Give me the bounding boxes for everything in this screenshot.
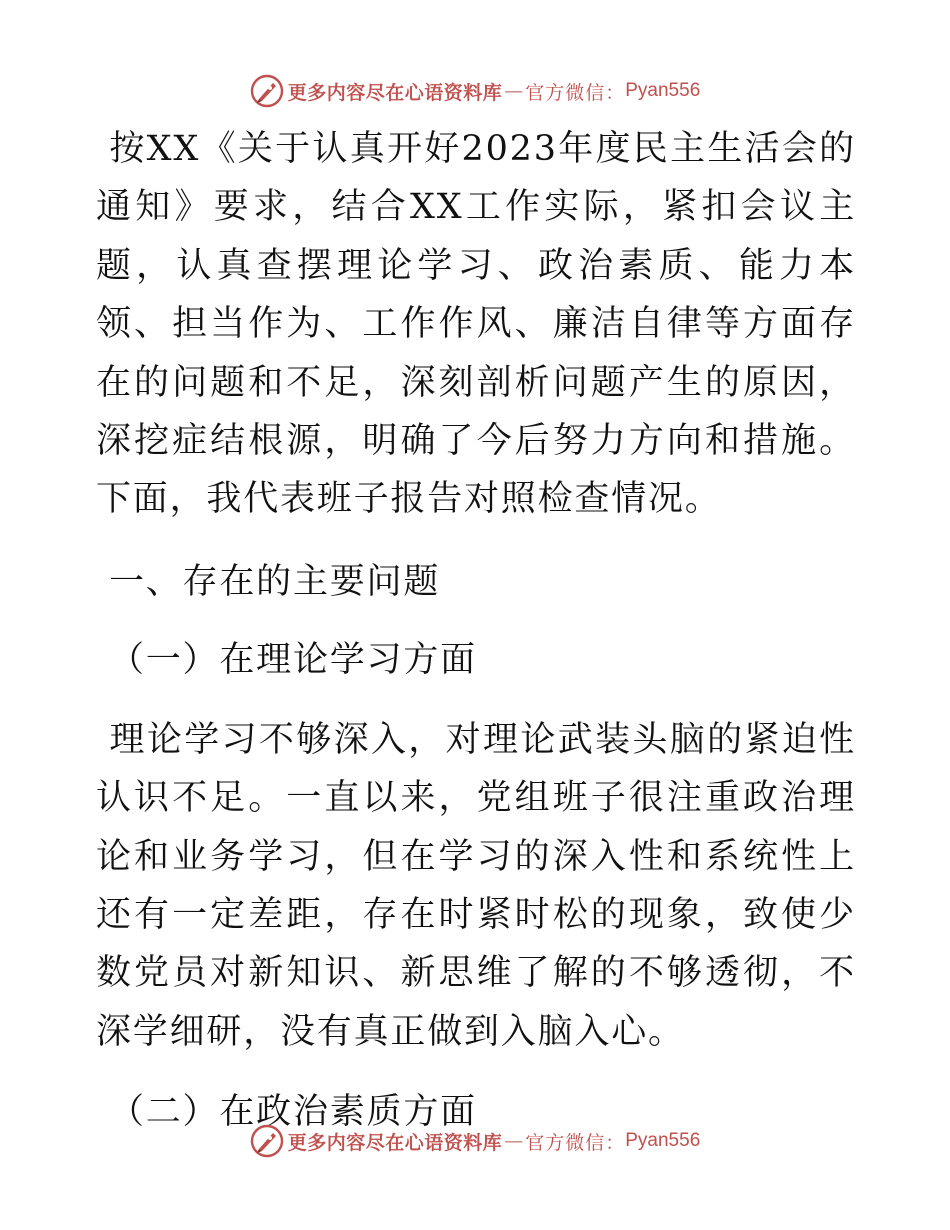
document-body bbox=[96, 120, 856, 1141]
pen-logo-icon bbox=[250, 1124, 284, 1158]
watermark-brand: 更多内容尽在心语资料库 bbox=[287, 81, 503, 104]
watermark-official-label: 官方微信： bbox=[525, 81, 626, 104]
watermark-wechat-id: Pyan556 bbox=[625, 80, 701, 101]
theory-study-paragraph: 理论学习不够深入，对理论武装头脑的紧迫性认识不足。一直以来，党组班子很注重政治理论和业务学习，但在学习的深入性和系统性上还有一定差距，存在时紧时松的现象，致使少数党员对新知识、新思维了解的不够透彻，不深学细研，没有真正做到入脑入心。 bbox=[96, 719, 856, 1052]
watermark-brand: 更多内容尽在心语资料库 bbox=[287, 1131, 503, 1154]
intro-paragraph: 按XX《关于认真开好2023年度民主生活会的通知》要求，结合XX工作实际，紧扣会议主题，认真查摆理论学习、政治素质、能力本领、担当作为、工作作风、廉洁自律等方面存在的问题和不足，深刻剖析问题产生的原因，深挖症结根源，明确了今后努力方向和措施。下面，我代表班子报告对照检查情况。 bbox=[96, 129, 856, 520]
subsection-heading-theory: （一）在理论学习方面 bbox=[96, 639, 477, 680]
subsection-heading-politics: （二）在政治素质方面 bbox=[96, 1092, 477, 1133]
watermark-separator: — bbox=[504, 80, 524, 102]
header-watermark bbox=[0, 74, 950, 108]
footer-watermark bbox=[0, 1124, 950, 1158]
watermark-wechat-id: Pyan556 bbox=[625, 1130, 701, 1151]
section-heading-problems: 一、存在的主要问题 bbox=[96, 561, 441, 602]
watermark-separator: — bbox=[504, 1130, 524, 1152]
watermark-official-label: 官方微信： bbox=[525, 1131, 626, 1154]
pen-logo-icon bbox=[250, 74, 284, 108]
